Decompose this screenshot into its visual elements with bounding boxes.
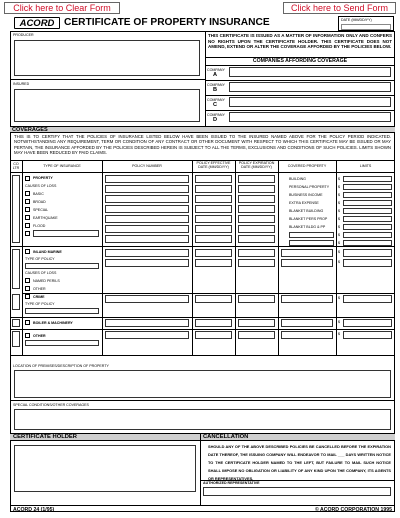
inland-exp-date-1[interactable]	[238, 249, 275, 257]
company-label: COMPANY	[207, 68, 225, 72]
other-cause-input[interactable]	[33, 230, 99, 237]
authorized-rep-input[interactable]	[203, 487, 391, 496]
property-exp-date-7[interactable]	[238, 235, 275, 243]
currency-sign: $	[338, 260, 340, 264]
causes-label: CAUSES OF LOSS	[25, 184, 57, 188]
property-label: PROPERTY	[33, 176, 53, 180]
inland-other-label: OTHER	[33, 287, 46, 291]
copyright: © ACORD CORPORATION 1995	[314, 507, 392, 513]
property-eff-date-6[interactable]	[195, 225, 232, 233]
property-policy-number-6[interactable]	[105, 225, 189, 233]
limit-input[interactable]	[343, 216, 392, 222]
cancellation-text: SHOULD ANY OF THE ABOVE DESCRIBED POLICIES BE CANCELLED BEFORE THE EXPIRATION DATE THEREOF, THE ISSUING COMPANY WILL ENDEAVOR TO MAIL ___ DAYS WRITTEN NOTICE TO THE CERTIFICATE HOLDER NAMED TO THE LEFT, BUT FAILURE TO MAIL SUCH NOTICE SHALL IMPOSE NO OBLIGATION OR LIABILITY OF ANY KIND UPON THE COMPANY, ITS AGENTS OR REPRESENTATIVES.	[208, 444, 391, 481]
inland-eff-date-1[interactable]	[195, 249, 232, 257]
form-number: ACORD 24 (1/95)	[13, 507, 55, 513]
company-letter: C	[213, 102, 218, 108]
boiler-label: BOILER & MACHINERY	[33, 321, 73, 325]
limits-header: LIMITS	[359, 164, 372, 168]
currency-sign: $	[338, 193, 340, 197]
company-label: COMPANY	[207, 113, 225, 117]
special-label: SPECIAL CONDITIONS/OTHER COVERAGES	[13, 403, 89, 407]
crime-covered[interactable]	[281, 295, 333, 303]
rule	[10, 329, 395, 330]
limit-input[interactable]	[343, 208, 392, 214]
property-exp-date-2[interactable]	[238, 185, 275, 193]
property-eff-date-7[interactable]	[195, 235, 232, 243]
property-exp-date-3[interactable]	[238, 195, 275, 203]
company-c-input[interactable]	[229, 97, 391, 107]
broad-label: BROAD	[33, 200, 46, 204]
clear-form-button[interactable]: Click here to Clear Form	[4, 2, 120, 14]
limit-input[interactable]	[343, 232, 392, 238]
inland-co-ltr-input[interactable]	[12, 249, 20, 289]
earthquake-label: EARTHQUAKE	[33, 216, 58, 220]
type-of-policy-label: TYPE OF POLICY	[25, 257, 55, 261]
crime-type-input[interactable]	[25, 308, 99, 314]
inland-covered-2[interactable]	[281, 259, 333, 267]
rule	[10, 317, 395, 318]
currency-sign: $	[338, 233, 340, 237]
flood-checkbox[interactable]	[25, 223, 30, 228]
basic-label: BASIC	[33, 192, 44, 196]
currency-sign: $	[338, 201, 340, 205]
property-eff-date-2[interactable]	[195, 185, 232, 193]
type-header: TYPE OF INSURANCE	[43, 164, 81, 168]
currency-sign: $	[338, 185, 340, 189]
property-policy-number-2[interactable]	[105, 185, 189, 193]
crime-policy-number[interactable]	[105, 295, 189, 303]
producer-input[interactable]	[14, 40, 200, 76]
location-label: LOCATION OF PREMISES/DESCRIPTION OF PROPERTY	[13, 364, 109, 368]
form-title: CERTIFICATE OF PROPERTY INSURANCE	[64, 17, 270, 28]
eff-date-header: POLICY EFFECTIVE DATE (MM/DD/YY)	[196, 161, 231, 170]
coverages-title: COVERAGES	[12, 127, 48, 133]
covered-item: BLANKET BLDG & PP	[289, 225, 326, 229]
location-input[interactable]	[14, 370, 391, 398]
company-row-b	[205, 80, 395, 95]
flood-label: FLOOD	[33, 224, 46, 228]
rule	[22, 160, 23, 355]
covered-item: BUILDING	[289, 177, 306, 181]
inland-policy-number-1[interactable]	[105, 249, 189, 257]
company-row-d	[205, 110, 395, 126]
limit-input[interactable]	[343, 176, 392, 182]
companies-title: COMPANIES AFFORDING COVERAGE	[252, 58, 348, 64]
rule	[10, 172, 395, 173]
other-type-input[interactable]	[25, 340, 99, 346]
limit-input[interactable]	[343, 192, 392, 198]
date-input[interactable]	[341, 24, 391, 30]
currency-sign: $	[338, 225, 340, 229]
rule	[10, 505, 395, 506]
other-eff-date[interactable]	[195, 331, 232, 339]
date-box	[338, 16, 394, 31]
property-exp-date-5[interactable]	[238, 215, 275, 223]
currency-sign: $	[338, 209, 340, 213]
insured-input[interactable]	[14, 89, 200, 122]
company-row-c	[205, 95, 395, 110]
other-covered[interactable]	[281, 331, 333, 339]
currency-sign: $	[338, 332, 340, 336]
disclaimer-text: THIS CERTIFICATE IS ISSUED AS A MATTER OF INFORMATION ONLY AND CONFERS NO RIGHTS UPON THE CERTIFICATE HOLDER. THIS CERTIFICATE DOES NOT AMEND, EXTEND OR ALTER THE COVERAGE AFFORDED BY THE POLICIES BELOW.	[208, 33, 392, 50]
other-cause-checkbox[interactable]	[25, 231, 30, 236]
boiler-limit[interactable]	[343, 319, 392, 327]
coverages-band	[10, 126, 395, 133]
covered-item: BLANKET BUILDING	[289, 209, 324, 213]
inland-covered-1[interactable]	[281, 249, 333, 257]
broad-checkbox[interactable]	[25, 199, 30, 204]
crime-exp-date[interactable]	[238, 295, 275, 303]
inland-policy-number-2[interactable]	[105, 259, 189, 267]
company-d-input[interactable]	[229, 112, 391, 122]
crime-eff-date[interactable]	[195, 295, 232, 303]
boiler-exp-date[interactable]	[238, 319, 275, 327]
producer-label: PRODUCER	[13, 33, 34, 37]
crime-label: CRIME	[33, 295, 45, 299]
rule	[10, 355, 395, 356]
policy-number-header: POLICY NUMBER	[132, 164, 162, 168]
other-co-ltr-input[interactable]	[12, 331, 20, 347]
type-of-policy-label: TYPE OF POLICY	[25, 302, 55, 306]
rule	[336, 160, 337, 355]
boiler-checkbox[interactable]	[25, 320, 30, 325]
exp-date-header: POLICY EXPIRATION DATE (MM/DD/YY)	[238, 161, 275, 170]
send-form-button[interactable]: Click here to Send Form	[283, 2, 396, 14]
inland-limit-2[interactable]	[343, 259, 392, 267]
limit-input[interactable]	[343, 184, 392, 190]
named-perils-checkbox[interactable]	[25, 278, 30, 283]
boiler-co-ltr-input[interactable]	[12, 319, 20, 327]
other-checkbox[interactable]	[25, 333, 30, 338]
other-exp-date[interactable]	[238, 331, 275, 339]
insured-label: INSURED	[13, 82, 30, 86]
crime-limit[interactable]	[343, 295, 392, 303]
limit-input[interactable]	[343, 224, 392, 230]
rule	[200, 433, 201, 505]
rule	[10, 79, 206, 80]
special-label: SPECIAL	[33, 208, 49, 212]
rule	[10, 400, 395, 401]
special-checkbox[interactable]	[25, 207, 30, 212]
inland-marine-checkbox[interactable]	[25, 249, 30, 254]
causes-label: CAUSES OF LOSS	[25, 271, 57, 275]
property-policy-number-1[interactable]	[105, 175, 189, 183]
company-b-input[interactable]	[229, 82, 391, 92]
rule	[278, 160, 279, 355]
covered-item: BLANKET PERS PROP	[289, 217, 328, 221]
currency-sign: $	[338, 241, 340, 245]
inland-eff-date-2[interactable]	[195, 259, 232, 267]
cancellation-title: CANCELLATION	[203, 434, 249, 440]
covered-other-input[interactable]	[289, 232, 334, 238]
holder-input[interactable]	[14, 445, 196, 492]
other-limit[interactable]	[343, 331, 392, 339]
inland-limit-1[interactable]	[343, 249, 392, 257]
company-letter: D	[213, 117, 218, 123]
limit-input[interactable]	[343, 200, 392, 206]
special-input[interactable]	[14, 409, 391, 430]
property-exp-date-1[interactable]	[238, 175, 275, 183]
date-label: DATE (MM/DD/YY)	[341, 18, 372, 22]
inland-marine-label: INLAND MARINE	[33, 250, 62, 254]
property-policy-number-5[interactable]	[105, 215, 189, 223]
crime-co-ltr-input[interactable]	[12, 294, 20, 310]
property-eff-date-5[interactable]	[195, 215, 232, 223]
boiler-eff-date[interactable]	[195, 319, 232, 327]
authorized-rep-label: AUTHORIZED REPRESENTATIVE	[203, 481, 260, 485]
rule	[192, 160, 193, 355]
rule	[10, 246, 395, 247]
holder-label: CERTIFICATE HOLDER	[13, 434, 77, 440]
property-policy-number-7[interactable]	[105, 235, 189, 243]
property-policy-number-4[interactable]	[105, 205, 189, 213]
named-perils-label: NAMED PERILS	[33, 279, 60, 283]
company-label: COMPANY	[207, 83, 225, 87]
covered-item: PERSONAL PROPERTY	[289, 185, 330, 189]
coverages-text: THIS IS TO CERTIFY THAT THE POLICIES OF INSURANCE LISTED BELOW HAVE BEEN ISSUED TO THE INSURED NAMED ABOVE FOR THE POLICY PERIOD INDICATED. NOTWITHSTANDING ANY REQUIREMENT, TERM OR CONDITION OF ANY CONTRACT OR OTHER DOCUMENT WITH RESPECT TO WHICH THIS CERTIFICATE MAY BE ISSUED OR MAY PERTAIN, THE INSURANCE AFFORDED BY THE POLICIES DESCRIBED HEREIN IS SUBJECT TO ALL THE TERMS, EXCLUSIONS AND CONDITIONS OF SUCH POLICIES. LIMITS SHOWN MAY HAVE BEEN REDUCED BY PAID CLAIMS.	[14, 134, 391, 156]
rule	[10, 31, 395, 32]
currency-sign: $	[338, 217, 340, 221]
property-exp-date-6[interactable]	[238, 225, 275, 233]
currency-sign: $	[338, 177, 340, 181]
property-exp-date-4[interactable]	[238, 205, 275, 213]
currency-sign: $	[338, 296, 340, 300]
rule	[235, 160, 236, 355]
property-policy-number-3[interactable]	[105, 195, 189, 203]
basic-checkbox[interactable]	[25, 191, 30, 196]
property-eff-date-4[interactable]	[195, 205, 232, 213]
property-eff-date-3[interactable]	[195, 195, 232, 203]
rule	[22, 293, 395, 294]
property-eff-date-1[interactable]	[195, 175, 232, 183]
earthquake-checkbox[interactable]	[25, 215, 30, 220]
company-label: COMPANY	[207, 98, 225, 102]
rule	[102, 160, 103, 355]
company-a-input[interactable]	[229, 67, 391, 77]
inland-other-checkbox[interactable]	[25, 286, 30, 291]
other-label: OTHER	[33, 334, 46, 338]
acord-logo: ACORD	[14, 17, 60, 29]
covered-item: EXTRA EXPENSE	[289, 201, 319, 205]
currency-sign: $	[338, 250, 340, 254]
co-ltr-header: CO LTR	[12, 162, 20, 171]
crime-checkbox[interactable]	[25, 294, 30, 299]
company-row-a	[205, 65, 395, 80]
boiler-policy-number[interactable]	[105, 319, 189, 327]
covered-header: COVERED PROPERTY	[287, 164, 327, 168]
boiler-covered[interactable]	[281, 319, 333, 327]
currency-sign: $	[338, 320, 340, 324]
company-letter: A	[213, 72, 218, 78]
inland-type-input[interactable]	[25, 263, 99, 269]
company-letter: B	[213, 87, 218, 93]
covered-item: BUSINESS INCOME	[289, 193, 323, 197]
property-co-ltr-input[interactable]	[12, 175, 20, 243]
inland-exp-date-2[interactable]	[238, 259, 275, 267]
other-policy-number[interactable]	[105, 331, 189, 339]
property-checkbox[interactable]	[25, 176, 30, 181]
